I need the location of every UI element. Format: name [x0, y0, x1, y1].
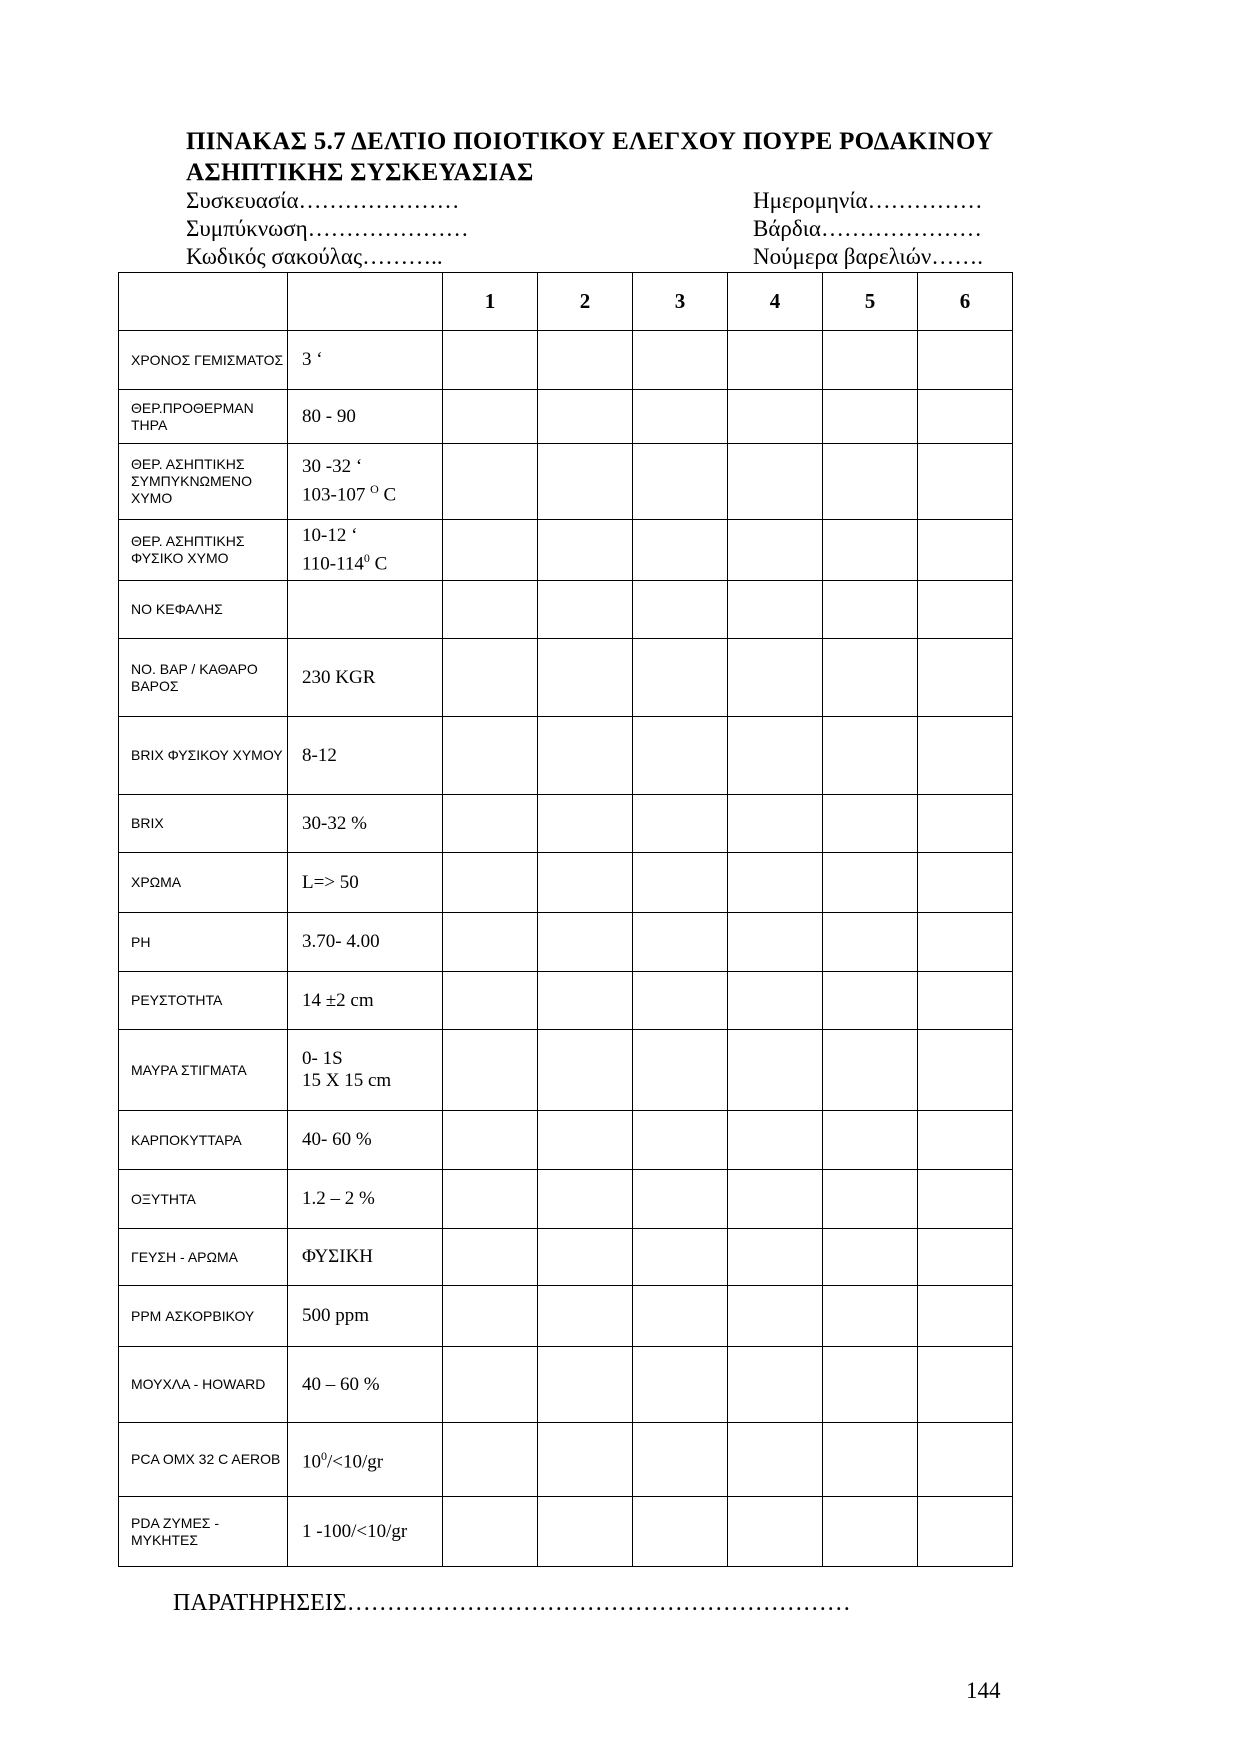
- row-spec: 80 - 90: [288, 390, 443, 444]
- entry-cell[interactable]: [443, 520, 538, 581]
- entry-cell[interactable]: [443, 1347, 538, 1423]
- table-row: [119, 1347, 1013, 1423]
- row-label: ΜΑΥΡΑ ΣΤΙΓΜΑΤΑ: [119, 1030, 288, 1111]
- entry-cell[interactable]: [443, 1423, 538, 1497]
- entry-cell[interactable]: [823, 581, 918, 639]
- entry-cell[interactable]: [918, 913, 1013, 972]
- entry-cell[interactable]: [443, 1030, 538, 1111]
- entry-cell[interactable]: [633, 1111, 728, 1170]
- row-spec: $10^0/<10/gr$: [288, 1423, 443, 1497]
- entry-cell[interactable]: [728, 520, 823, 581]
- entry-cell[interactable]: [823, 1111, 918, 1170]
- entry-cell[interactable]: [728, 717, 823, 795]
- entry-cell[interactable]: [538, 717, 633, 795]
- entry-cell[interactable]: [918, 1030, 1013, 1111]
- header-right-fields: [753, 187, 983, 271]
- entry-cell[interactable]: [918, 639, 1013, 717]
- entry-cell[interactable]: [918, 1286, 1013, 1347]
- date-field: Ημερομηνία……………: [753, 188, 983, 213]
- entry-cell[interactable]: [443, 390, 538, 444]
- entry-cell[interactable]: [633, 717, 728, 795]
- entry-cell[interactable]: [538, 1111, 633, 1170]
- entry-cell[interactable]: [538, 1030, 633, 1111]
- entry-cell[interactable]: [728, 913, 823, 972]
- entry-cell[interactable]: [443, 972, 538, 1030]
- row-spec: ΦΥΣΙΚΗ: [288, 1229, 443, 1286]
- entry-cell[interactable]: [633, 1229, 728, 1286]
- entry-cell[interactable]: [443, 1497, 538, 1567]
- row-label: PCA OMX 32 C AEROB: [119, 1423, 288, 1497]
- row-spec: [288, 581, 443, 639]
- entry-cell[interactable]: [918, 1423, 1013, 1497]
- entry-cell[interactable]: [443, 639, 538, 717]
- entry-cell[interactable]: [823, 390, 918, 444]
- row-spec: 40- 60 %: [288, 1111, 443, 1170]
- entry-cell[interactable]: [538, 1347, 633, 1423]
- row-label: ΝΟ ΚΕΦΑΛΗΣ: [119, 581, 288, 639]
- entry-cell[interactable]: [443, 1170, 538, 1229]
- row-label: PH: [119, 913, 288, 972]
- row-spec: 3.70- 4.00: [288, 913, 443, 972]
- entry-cell[interactable]: [728, 1286, 823, 1347]
- entry-cell[interactable]: [728, 795, 823, 853]
- entry-cell[interactable]: [443, 913, 538, 972]
- entry-cell[interactable]: [538, 581, 633, 639]
- table-row: [119, 1286, 1013, 1347]
- column-header: 1: [443, 273, 538, 331]
- entry-cell[interactable]: [443, 444, 538, 520]
- row-label: ΓΕΥΣΗ - ΑΡΩΜΑ: [119, 1229, 288, 1286]
- row-spec: 14 ±2 cm: [288, 972, 443, 1030]
- entry-cell[interactable]: [728, 1030, 823, 1111]
- entry-cell[interactable]: [918, 795, 1013, 853]
- concentration-field: Συμπύκνωση…………………: [186, 216, 469, 241]
- packaging-field: Συσκευασία…………………: [186, 188, 460, 213]
- entry-cell[interactable]: [918, 390, 1013, 444]
- entry-cell[interactable]: [633, 520, 728, 581]
- quality-control-table: [118, 272, 1013, 1567]
- entry-cell[interactable]: [633, 1497, 728, 1567]
- entry-cell[interactable]: [918, 972, 1013, 1030]
- column-header: 3: [633, 273, 728, 331]
- spec-line: 15 X 15 cm: [302, 1070, 392, 1091]
- row-label: ΚΑΡΠΟΚΥΤΤΑΡΑ: [119, 1111, 288, 1170]
- spec-line: 103-107 $^O$ C: [302, 482, 397, 506]
- entry-cell[interactable]: [918, 581, 1013, 639]
- entry-cell[interactable]: [728, 1229, 823, 1286]
- entry-cell[interactable]: [443, 853, 538, 913]
- entry-cell[interactable]: [728, 1170, 823, 1229]
- row-label: ΜΟΥΧΛΑ - HOWARD: [119, 1347, 288, 1423]
- table-row: [119, 795, 1013, 853]
- entry-cell[interactable]: [918, 1170, 1013, 1229]
- entry-cell[interactable]: [443, 581, 538, 639]
- row-spec: 1.2 – 2 %: [288, 1170, 443, 1229]
- degree-mark: 0: [363, 550, 370, 565]
- table-row: [119, 1111, 1013, 1170]
- entry-cell[interactable]: [728, 1347, 823, 1423]
- entry-cell[interactable]: [538, 1170, 633, 1229]
- entry-cell[interactable]: [633, 331, 728, 390]
- table-row: [119, 520, 1013, 581]
- row-label: ΘΕΡ. ΑΣΗΠΤΙΚΗΣ ΦΥΣΙΚΟ ΧΥΜΟ: [119, 520, 288, 581]
- entry-cell[interactable]: [538, 331, 633, 390]
- row-spec: 230 KGR: [288, 639, 443, 717]
- entry-cell[interactable]: [728, 331, 823, 390]
- entry-cell[interactable]: [728, 1497, 823, 1567]
- entry-cell[interactable]: [443, 1229, 538, 1286]
- entry-cell[interactable]: [633, 1423, 728, 1497]
- row-label: PDA ΖΥΜΕΣ - ΜΥΚΗΤΕΣ: [119, 1497, 288, 1567]
- entry-cell[interactable]: [728, 444, 823, 520]
- entry-cell[interactable]: [918, 520, 1013, 581]
- entry-cell[interactable]: [918, 444, 1013, 520]
- entry-cell[interactable]: [443, 717, 538, 795]
- entry-cell[interactable]: [633, 795, 728, 853]
- shift-field: Βάρδια…………………: [753, 216, 982, 241]
- column-header: 6: [918, 273, 1013, 331]
- barrel-numbers-field: Νούμερα βαρελιών…….: [753, 244, 983, 269]
- entry-cell[interactable]: [633, 1030, 728, 1111]
- row-spec: [288, 520, 443, 581]
- entry-cell[interactable]: [823, 853, 918, 913]
- table-row: [119, 853, 1013, 913]
- table-row: [119, 1423, 1013, 1497]
- entry-cell[interactable]: [538, 520, 633, 581]
- row-spec: L=> 50: [288, 853, 443, 913]
- spec-line: 0- 1S: [302, 1048, 343, 1069]
- entry-cell[interactable]: [538, 1497, 633, 1567]
- table-row: [119, 1030, 1013, 1111]
- table-row: [119, 639, 1013, 717]
- column-header: 2: [538, 273, 633, 331]
- column-header: 4: [728, 273, 823, 331]
- row-label: ΘΕΡ. ΑΣΗΠΤΙΚΗΣ ΣΥΜΠΥΚΝΩΜΕΝΟ ΧΥΜΟ: [119, 444, 288, 520]
- entry-cell[interactable]: [823, 1170, 918, 1229]
- entry-cell[interactable]: [538, 913, 633, 972]
- spec-line: 10-12 ‘: [302, 524, 358, 546]
- entry-cell[interactable]: [823, 972, 918, 1030]
- bag-code-field: Κωδικός σακούλας………..: [186, 244, 443, 269]
- entry-cell[interactable]: [443, 331, 538, 390]
- entry-cell[interactable]: [633, 1286, 728, 1347]
- row-label: BRIX: [119, 795, 288, 853]
- entry-cell[interactable]: [633, 853, 728, 913]
- row-spec: [288, 1030, 443, 1111]
- spec-line: $110-114^0$ C: [302, 550, 388, 575]
- entry-cell[interactable]: [633, 1347, 728, 1423]
- entry-cell[interactable]: [918, 717, 1013, 795]
- entry-cell[interactable]: [538, 390, 633, 444]
- exponent: 0: [321, 1449, 327, 1464]
- entry-cell[interactable]: [443, 795, 538, 853]
- entry-cell[interactable]: [538, 972, 633, 1030]
- entry-cell[interactable]: [538, 444, 633, 520]
- entry-cell[interactable]: [918, 331, 1013, 390]
- entry-cell[interactable]: [823, 1423, 918, 1497]
- entry-cell[interactable]: [633, 444, 728, 520]
- remarks-field: ΠΑΡΑΤΗΡΗΣΕΙΣ………………………………………………………: [173, 1590, 851, 1616]
- entry-cell[interactable]: [918, 1111, 1013, 1170]
- entry-cell[interactable]: [918, 1229, 1013, 1286]
- entry-cell[interactable]: [823, 520, 918, 581]
- entry-cell[interactable]: [823, 639, 918, 717]
- row-spec: 1 -100/<10/gr: [288, 1497, 443, 1567]
- title-line-1: ΠΙΝΑΚΑΣ 5.7 ΔΕΛΤΙΟ ΠΟΙΟΤΙΚΟΥ ΕΛΕΓΧΟΥ ΠΟΥΡΕ ΡΟΔΑΚΙΝΟΥ: [186, 128, 994, 155]
- table-row: [119, 390, 1013, 444]
- row-spec: 8-12: [288, 717, 443, 795]
- entry-cell[interactable]: [443, 1286, 538, 1347]
- entry-cell[interactable]: [823, 717, 918, 795]
- entry-cell[interactable]: [918, 1497, 1013, 1567]
- row-label: ΝΟ. ΒΑΡ / ΚΑΘΑΡΟ ΒΑΡΟΣ: [119, 639, 288, 717]
- entry-cell[interactable]: [538, 853, 633, 913]
- entry-cell[interactable]: [823, 1229, 918, 1286]
- entry-cell[interactable]: [633, 390, 728, 444]
- entry-cell[interactable]: [538, 795, 633, 853]
- row-label: BRIX ΦΥΣΙΚΟΥ ΧΥΜΟΥ: [119, 717, 288, 795]
- table-row: [119, 717, 1013, 795]
- entry-cell[interactable]: [823, 1347, 918, 1423]
- column-header: 5: [823, 273, 918, 331]
- entry-cell[interactable]: [918, 853, 1013, 913]
- table-row: [119, 331, 1013, 390]
- header-blank-cell: [119, 273, 288, 331]
- row-label: PPM ΑΣΚΟΡΒΙΚΟΥ: [119, 1286, 288, 1347]
- row-label: ΟΞΥΤΗΤΑ: [119, 1170, 288, 1229]
- table-row: [119, 972, 1013, 1030]
- entry-cell[interactable]: [633, 972, 728, 1030]
- row-spec: 40 – 60 %: [288, 1347, 443, 1423]
- table-row: [119, 581, 1013, 639]
- document-title: [186, 126, 993, 188]
- table-row: [119, 1229, 1013, 1286]
- header-blank-cell: [288, 273, 443, 331]
- entry-cell[interactable]: [633, 581, 728, 639]
- row-label: ΧΡΩΜΑ: [119, 853, 288, 913]
- entry-cell[interactable]: [823, 913, 918, 972]
- page-number: 144: [966, 1678, 1001, 1703]
- title-line-2: ΑΣΗΠΤΙΚΗΣ ΣΥΣΚΕΥΑΣΙΑΣ: [186, 159, 534, 186]
- entry-cell[interactable]: [918, 1347, 1013, 1423]
- entry-cell[interactable]: [633, 913, 728, 972]
- entry-cell[interactable]: [728, 390, 823, 444]
- entry-cell[interactable]: [633, 1170, 728, 1229]
- entry-cell[interactable]: [728, 1423, 823, 1497]
- entry-cell[interactable]: [823, 444, 918, 520]
- row-label: ΧΡΟΝΟΣ ΓΕΜΙΣΜΑΤΟΣ: [119, 331, 288, 390]
- row-label: ΡΕΥΣΤΟΤΗΤΑ: [119, 972, 288, 1030]
- entry-cell[interactable]: [728, 639, 823, 717]
- entry-cell[interactable]: [443, 1111, 538, 1170]
- entry-cell[interactable]: [728, 972, 823, 1030]
- degree-mark: O: [370, 482, 379, 497]
- table-row: [119, 1170, 1013, 1229]
- row-label: ΘΕΡ.ΠΡΟΘΕΡΜΑΝ ΤΗΡΑ: [119, 390, 288, 444]
- table-row: [119, 1497, 1013, 1567]
- entry-cell[interactable]: [538, 639, 633, 717]
- entry-cell[interactable]: [728, 581, 823, 639]
- row-spec: 500 ppm: [288, 1286, 443, 1347]
- entry-cell[interactable]: [823, 795, 918, 853]
- row-spec: 30-32 %: [288, 795, 443, 853]
- entry-cell[interactable]: [823, 1497, 918, 1567]
- entry-cell[interactable]: [823, 1030, 918, 1111]
- row-spec: [288, 444, 443, 520]
- entry-cell[interactable]: [538, 1286, 633, 1347]
- entry-cell[interactable]: [633, 639, 728, 717]
- entry-cell[interactable]: [538, 1229, 633, 1286]
- entry-cell[interactable]: [823, 1286, 918, 1347]
- spec-line: 30 -32 ‘: [302, 456, 363, 478]
- header-left-fields: [186, 187, 469, 271]
- entry-cell[interactable]: [728, 853, 823, 913]
- entry-cell[interactable]: [538, 1423, 633, 1497]
- table-row: [119, 913, 1013, 972]
- table-row: [119, 444, 1013, 520]
- entry-cell[interactable]: [728, 1111, 823, 1170]
- table-header-row: [119, 273, 1013, 331]
- entry-cell[interactable]: [823, 331, 918, 390]
- row-spec: 3 ‘: [288, 331, 443, 390]
